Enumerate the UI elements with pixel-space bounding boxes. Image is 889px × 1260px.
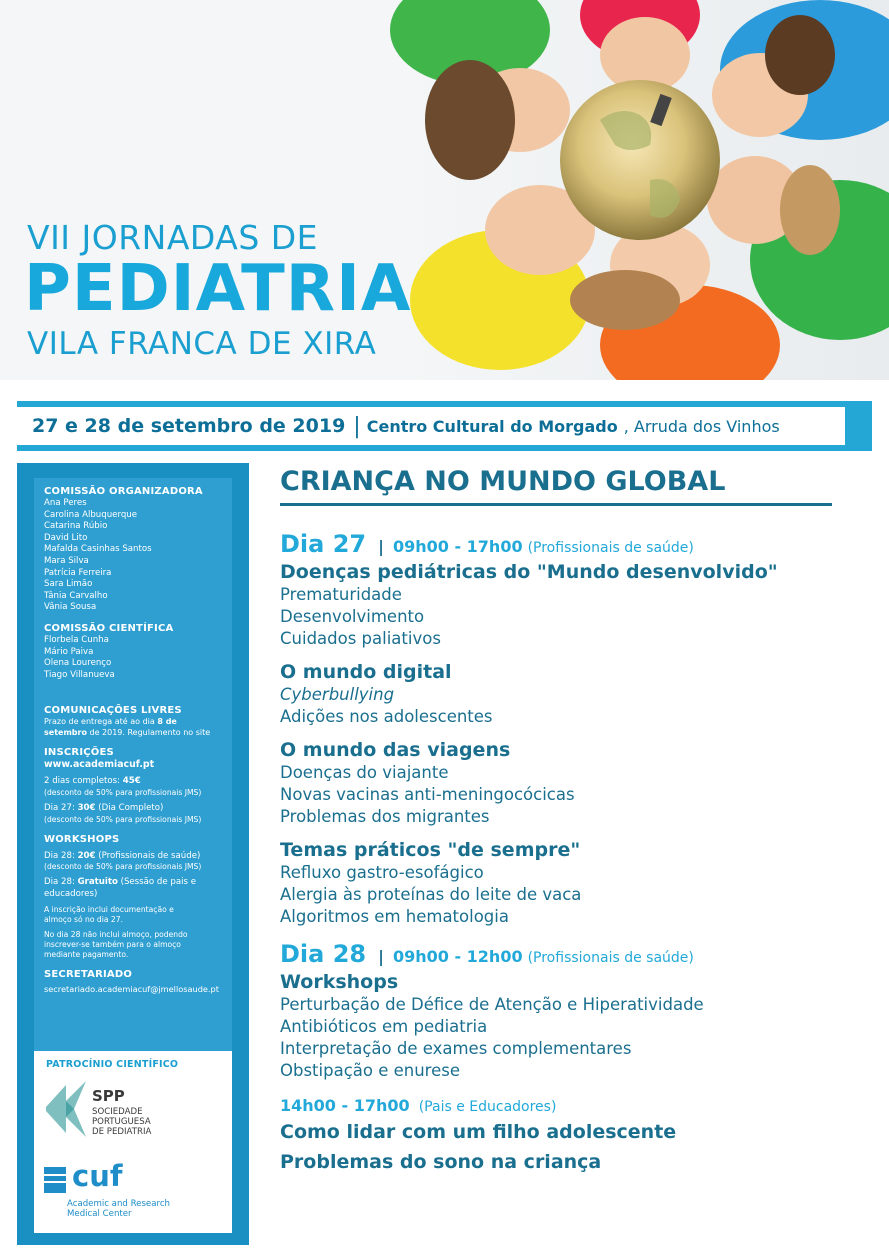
section-item: Prematuridade: [280, 585, 402, 604]
spp-full-name: SOCIEDADE PORTUGUESA DE PEDIATRIA: [92, 1107, 152, 1137]
day-audience: (Profissionais de saúde): [527, 950, 694, 966]
committee-member: Vânia Sousa: [44, 602, 97, 613]
day-header: [280, 940, 840, 968]
day-label: Dia 28: [280, 940, 367, 968]
committee-member: Mário Paiva: [44, 646, 94, 657]
registration-price: 2 dias completos: 45€: [44, 776, 141, 787]
program-section: [280, 560, 840, 650]
afternoon-item: Como lidar com um filho adolescente: [280, 1121, 677, 1143]
section-item: Novas vacinas anti-meningocócicas: [280, 785, 575, 804]
section-title: O mundo das viagens: [280, 739, 511, 761]
info-panel: [34, 478, 232, 1051]
organizing-committee-title: COMISSÃO ORGANIZADORA: [44, 486, 203, 497]
hero-subtitle-top: VII JORNADAS DE: [27, 218, 319, 257]
program-section: [280, 838, 840, 928]
committee-member: Patrícia Ferreira: [44, 567, 112, 578]
date-separator: |: [353, 413, 361, 439]
cuf-tagline: Academic and Research Medical Center: [67, 1199, 170, 1219]
date-bar: [17, 401, 872, 451]
registration-note: inscrever-se também para o almoço: [44, 940, 181, 950]
day-label: Dia 27: [280, 530, 367, 558]
workshop-item: Antibióticos em pediatria: [280, 1017, 488, 1036]
hero-title: PEDIATRIA: [24, 252, 412, 326]
cuf-mark-icon: [44, 1167, 66, 1193]
program-section: [280, 660, 840, 728]
committee-member: Tânia Carvalho: [44, 590, 108, 601]
committee-member: Mafalda Casinhas Santos: [44, 544, 152, 555]
registration-discount-note: (desconto de 50% para profissionais JMS): [44, 814, 202, 824]
section-item: Problemas dos migrantes: [280, 807, 490, 826]
committee-member: Sara Limão: [44, 579, 93, 590]
day-header: [280, 530, 840, 558]
afternoon-time: 14h00 - 17h00: [280, 1096, 410, 1115]
registration-title: INSCRIÇÕES: [44, 747, 114, 759]
afternoon-audience: (Pais e Educadores): [418, 1099, 557, 1115]
section-item: Cuidados paliativos: [280, 629, 441, 648]
workshop-price-cont: educadores): [44, 888, 98, 899]
date-bar-inner: [17, 407, 845, 445]
section-item: Alergia às proteínas do leite de vaca: [280, 885, 582, 904]
spp-logo: [44, 1079, 224, 1149]
section-item: Doenças do viajante: [280, 763, 449, 782]
day-time: 09h00 - 12h00: [392, 947, 523, 966]
registration-website[interactable]: www.academiacuf.pt: [44, 759, 155, 771]
sponsor-box: [34, 1051, 232, 1233]
registration-note: A inscrição inclui documentação e: [44, 905, 174, 915]
committee-member: Florbela Cunha: [44, 634, 109, 645]
event-venue: Centro Cultural do Morgado: [366, 416, 618, 436]
registration-note: almoço só no dia 27.: [44, 915, 124, 925]
day-time: 09h00 - 17h00: [392, 537, 523, 556]
free-communications-text: Prazo de entrega até ao dia 8 de: [44, 717, 177, 727]
workshop-item: Obstipação e enurese: [280, 1061, 461, 1080]
section-item: Adições nos adolescentes: [280, 707, 493, 726]
registration-note: No dia 28 não inclui almoço, podendo: [44, 930, 188, 940]
day-separator: |: [378, 537, 384, 556]
section-item: Algoritmos em hematologia: [280, 907, 509, 926]
committee-member: Olena Lourenço: [44, 658, 112, 669]
committee-member: David Lito: [44, 532, 88, 543]
registration-price: Dia 27: 30€ (Dia Completo): [44, 802, 164, 813]
workshop-price: Dia 28: Gratuito (Sessão de pais e: [44, 877, 196, 888]
section-title: O mundo digital: [280, 661, 452, 683]
section-title: Temas práticos "de sempre": [280, 839, 581, 861]
spp-emblem-icon: [44, 1079, 88, 1139]
afternoon-header: [280, 1096, 840, 1115]
committee-member: Tiago Villanueva: [44, 669, 115, 680]
section-item: Refluxo gastro-esofágico: [280, 863, 484, 882]
free-communications-text: setembro de 2019. Regulamento no site: [44, 727, 211, 737]
free-communications-title: COMUNICAÇÕES LIVRES: [44, 705, 182, 717]
section-title: Doenças pediátricas do "Mundo desenvolvido": [280, 561, 778, 583]
spp-abbreviation: SPP: [92, 1087, 125, 1105]
afternoon-item: Problemas do sono na criança: [280, 1151, 602, 1173]
workshop-discount-note: (desconto de 50% para profissionais JMS): [44, 862, 202, 872]
committee-member: Mara Silva: [44, 555, 89, 566]
committee-member: Carolina Albuquerque: [44, 509, 138, 520]
registration-discount-note: (desconto de 50% para profissionais JMS): [44, 787, 202, 797]
workshops-section: [280, 970, 840, 1082]
title-divider: [280, 503, 832, 506]
info-sidebar: [17, 463, 249, 1245]
cuf-wordmark: cuf: [72, 1159, 123, 1193]
secretariat-email[interactable]: secretariado.academiacuf@jmellosaude.pt: [44, 984, 219, 995]
hero-banner: [0, 0, 889, 380]
workshop-item: Interpretação de exames complementares: [280, 1039, 632, 1058]
section-title: Workshops: [280, 971, 399, 993]
committee-member: Ana Peres: [44, 498, 87, 508]
program-section: [280, 738, 840, 828]
day-audience: (Profissionais de saúde): [527, 540, 694, 556]
program: [280, 466, 840, 1177]
workshop-item: Perturbação de Défice de Atenção e Hiperatividade: [280, 995, 704, 1014]
scientific-committee-title: COMISSÃO CIENTÍFICA: [44, 622, 174, 634]
registration-note: mediante pagamento.: [44, 950, 129, 960]
program-title: CRIANÇA NO MUNDO GLOBAL: [280, 466, 726, 497]
event-date: 27 e 28 de setembro de 2019: [32, 415, 346, 437]
section-item: Desenvolvimento: [280, 607, 425, 626]
event-town: , Arruda dos Vinhos: [623, 416, 780, 436]
workshop-price: Dia 28: 20€ (Profissionais de saúde): [44, 850, 201, 861]
committee-member: Catarina Rúbio: [44, 521, 108, 532]
hero-subtitle-bottom: VILA FRANCA DE XIRA: [27, 326, 377, 362]
cuf-logo: [44, 1161, 224, 1231]
workshops-title: WORKSHOPS: [44, 833, 120, 845]
day-separator: |: [378, 947, 384, 966]
section-item: Cyberbullying: [280, 685, 395, 704]
sponsor-title: PATROCÍNIO CIENTÍFICO: [46, 1059, 179, 1070]
secretariat-title: SECRETARIADO: [44, 969, 133, 981]
